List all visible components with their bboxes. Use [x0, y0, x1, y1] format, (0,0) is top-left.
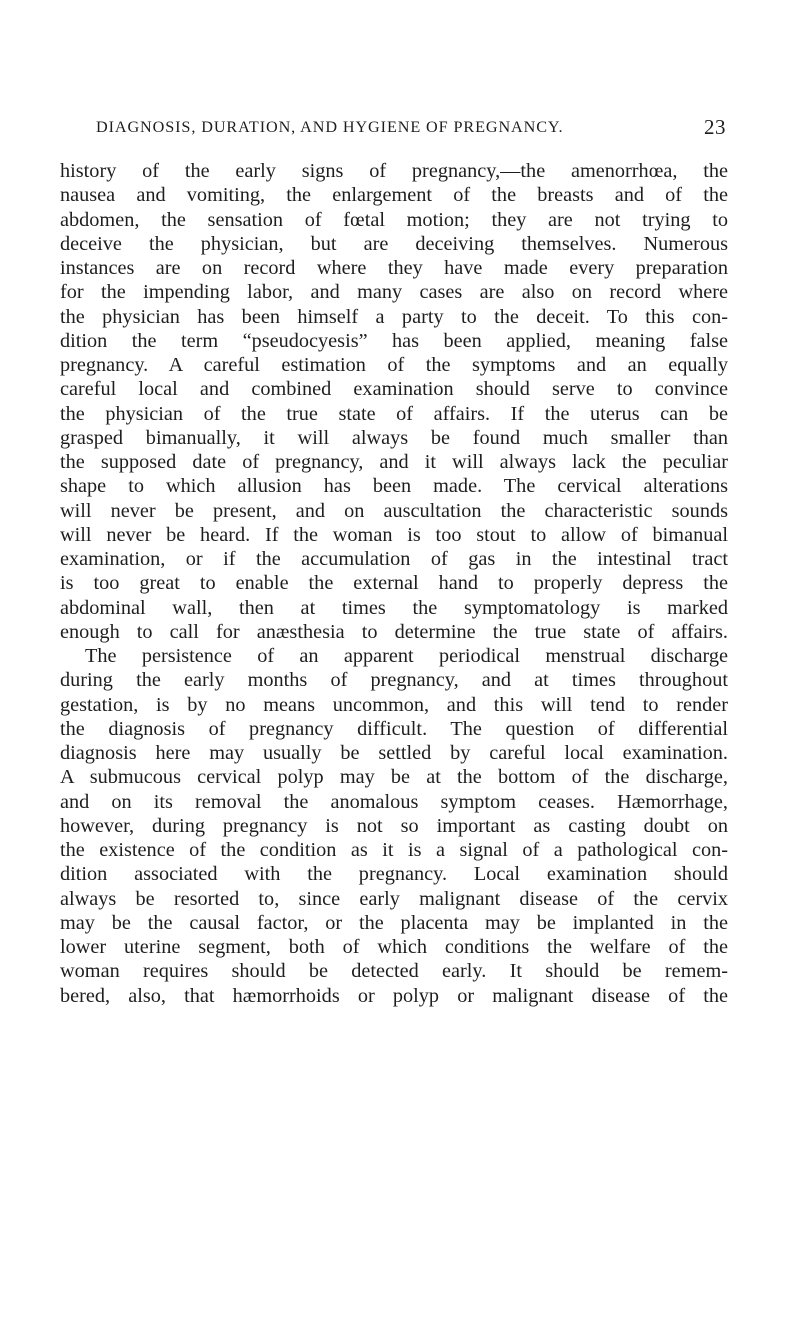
text-line: will never be heard. If the woman is too stout to allow of bimanual	[60, 523, 728, 546]
text-line: bered, also, that hæmorrhoids or polyp or malignant disease of the	[60, 984, 728, 1007]
text-line: is too great to enable the external hand to properly depress the	[60, 572, 728, 595]
text-line: history of the early signs of pregnancy,—the amenorrhœa, the	[60, 160, 728, 182]
text-line: instances are on record where they have made every preparation	[60, 257, 728, 279]
running-title: DIAGNOSIS, DURATION, AND HYGIENE OF PREGNANCY.	[96, 118, 564, 136]
text-line: may be the causal factor, or the placenta may be implanted in the	[60, 911, 728, 934]
text-line: always be resorted to, since early malignant disease of the cervix	[60, 887, 728, 910]
text-line: A submucous cervical polyp may be at the bottom of the discharge,	[60, 766, 728, 789]
text-line: during the early months of pregnancy, and at times throughout	[60, 669, 728, 692]
text-line: nausea and vomiting, the enlargement of the breasts and of the	[60, 184, 728, 207]
text-line: lower uterine segment, both of which conditions the welfare of the	[60, 936, 728, 958]
text-line: grasped bimanually, it will always be found much smaller than	[60, 426, 728, 449]
text-line: the existence of the condition as it is a signal of a pathological con-	[60, 839, 728, 861]
text-line: the physician of the true state of affairs. If the uterus can be	[60, 402, 728, 425]
text-line: the supposed date of pregnancy, and it will always lack the peculiar	[60, 451, 728, 473]
text-line-paragraph-end: enough to call for anæsthesia to determine the true state of affairs.	[60, 620, 728, 643]
text-line: gestation, is by no means uncommon, and this will tend to render	[60, 693, 728, 716]
page-number: 23	[704, 115, 726, 139]
text-line: shape to which allusion has been made. The cervical alterations	[60, 475, 728, 498]
text-line: the diagnosis of pregnancy difficult. The question of differential	[60, 717, 728, 740]
text-line: abdomen, the sensation of fœtal motion; they are not trying to	[60, 208, 728, 231]
text-line: examination, or if the accumulation of gas in the intestinal tract	[60, 548, 728, 570]
text-line: dition associated with the pregnancy. Local examination should	[60, 863, 728, 886]
text-line: the physician has been himself a party to the deceit. To this con-	[60, 305, 728, 328]
text-line: and on its removal the anomalous symptom ceases. Hæmorrhage,	[60, 790, 728, 813]
running-head	[96, 115, 726, 142]
text-line: pregnancy. A careful estimation of the symptoms and an equally	[60, 354, 728, 376]
text-line: woman requires should be detected early. It should be remem-	[60, 960, 728, 983]
text-line: however, during pregnancy is not so important as casting doubt on	[60, 814, 728, 837]
text-line: deceive the physician, but are deceiving themselves. Numerous	[60, 232, 728, 255]
text-line: careful local and combined examination should serve to convince	[60, 378, 728, 401]
text-line: diagnosis here may usually be settled by careful local examination.	[60, 742, 728, 764]
text-line: will never be present, and on auscultation the characteristic sounds	[60, 499, 728, 522]
text-line: dition the term “pseudocyesis” has been applied, meaning false	[60, 329, 728, 352]
body-text	[60, 159, 728, 1008]
paragraph-first-line: The persistence of an apparent periodical menstrual discharge	[85, 645, 728, 667]
text-line: for the impending labor, and many cases are also on record where	[60, 281, 728, 304]
text-line: abdominal wall, then at times the symptomatology is marked	[60, 596, 728, 619]
